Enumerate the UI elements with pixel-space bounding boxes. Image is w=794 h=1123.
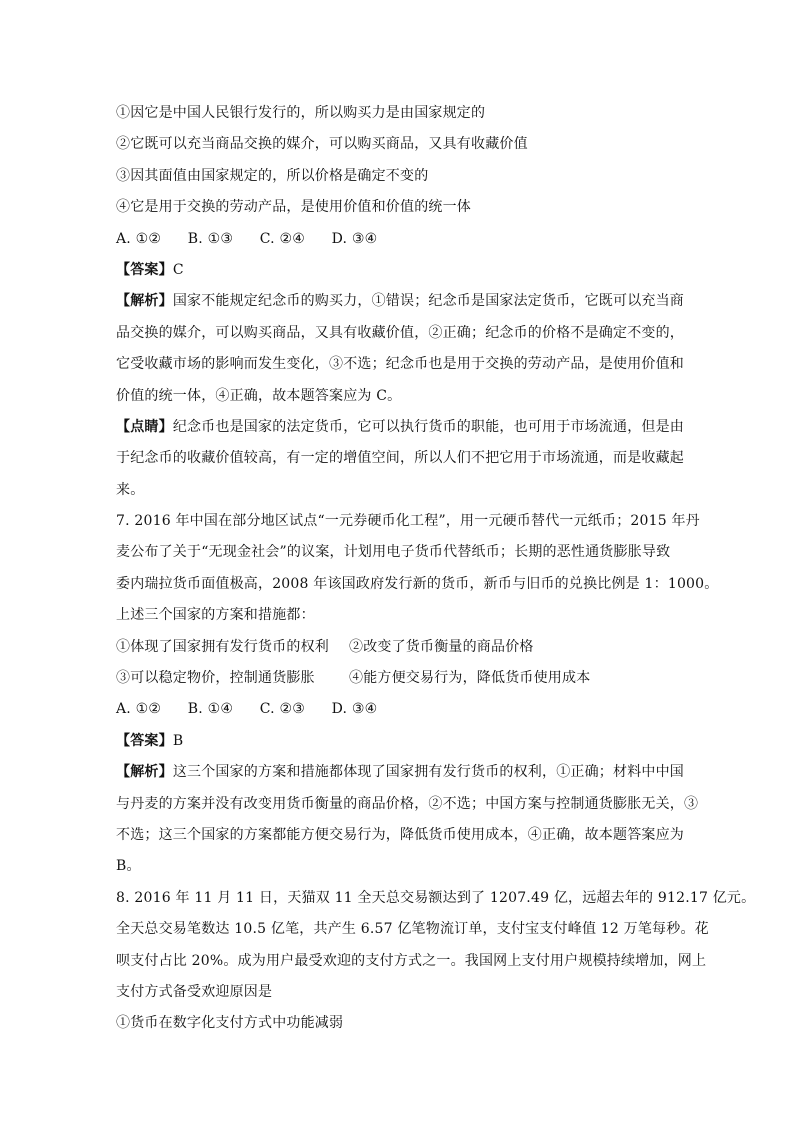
q7-option-3: ③可以稳定物价，控制通货膨胀 bbox=[116, 670, 315, 687]
q6-choice-d: D. ③④ bbox=[331, 230, 378, 247]
q6-analysis-line-4: 价值的统一体，④正确，故本题答案应为 C。 bbox=[116, 387, 402, 404]
q7-options-row-1 bbox=[116, 632, 691, 663]
q6-comment-line-3: 来。 bbox=[116, 481, 145, 498]
q7-choice-a: A. ①② bbox=[116, 701, 162, 718]
q7-stem-line-1: 7. 2016 年中国在部分地区试点“一元券硬币化工程”，用一元硬币替代一元纸币；2015 年丹 bbox=[116, 513, 700, 530]
q7-analysis-line-1 bbox=[116, 757, 691, 788]
q6-analysis-tag: 【解析】 bbox=[116, 293, 173, 310]
q7-analysis-line-2: 与丹麦的方案并没有改变用货币衡量的商品价格，②不选；中国方案与控制通货膨胀无关，③ bbox=[116, 795, 699, 812]
q7-stem-line-4: 上述三个国家的方案和措施都： bbox=[116, 607, 315, 624]
q6-analysis-line-2: 品交换的媒介，可以购买商品，又具有收藏价值，②正确；纪念币的价格不是确定不变的， bbox=[116, 324, 684, 341]
q8-stem-line-1: 8. 2016 年 11 月 11 日，天猫双 11 全天总交易额达到了 1207.49 亿，远超去年的 912.17 亿元。 bbox=[116, 889, 756, 906]
q6-answer bbox=[116, 255, 691, 286]
q7-answer-value: B bbox=[172, 732, 184, 749]
q6-analysis-line-3: 它受收藏市场的影响而发生变化，③不选；纪念币也是用于交换的劳动产品，是使用价值和 bbox=[116, 356, 684, 373]
q7-choice-c: C. ②③ bbox=[259, 701, 305, 718]
q7-choices bbox=[116, 694, 691, 725]
q6-answer-tag: 【答案】 bbox=[116, 261, 173, 278]
q7-analysis-line-4: B。 bbox=[116, 858, 141, 875]
q6-answer-value: C bbox=[172, 261, 184, 278]
q6-analysis-text-1: 国家不能规定纪念币的购买力，①错误；纪念币是国家法定货币，它既可以充当商 bbox=[172, 293, 685, 310]
q7-answer-tag: 【答案】 bbox=[116, 732, 173, 749]
q7-analysis-line-3: 不选；这三个国家的方案都能方便交易行为，降低货币使用成本，④正确，故本题答案应为 bbox=[116, 826, 684, 843]
q7-choice-d: D. ③④ bbox=[331, 701, 378, 718]
q7-option-2: ②改变了货币衡量的商品价格 bbox=[349, 638, 534, 655]
q8-stem-line-4: 支付方式备受欢迎原因是 bbox=[116, 983, 273, 1000]
q6-comment-line-2: 于纪念币的收藏价值较高，有一定的增值空间，所以人们不把它用于市场流通，而是收藏起 bbox=[116, 450, 684, 467]
q7-analysis-text-1: 这三个国家的方案和措施都体现了国家拥有发行货币的权利，①正确；材料中中国 bbox=[172, 764, 685, 781]
q6-choice-b: B. ①③ bbox=[187, 230, 234, 247]
q6-choice-c: C. ②④ bbox=[259, 230, 305, 247]
q7-choice-b: B. ①④ bbox=[187, 701, 234, 718]
q6-comment-tag: 【点睛】 bbox=[116, 418, 173, 435]
q7-option-4: ④能方便交易行为，降低货币使用成本 bbox=[349, 670, 591, 687]
q6-option-1: ①因它是中国人民银行发行的，所以购买力是由国家规定的 bbox=[116, 105, 486, 121]
q7-stem-line-3: 委内瑞拉货币面值极高，2008 年该国政府发行新的货币，新币与旧币的兑换比例是 1：1000。 bbox=[116, 575, 719, 592]
q7-answer bbox=[116, 726, 691, 757]
q7-stem-line-2: 麦公布了关于“无现金社会”的议案，计划用电子货币代替纸币；长期的恶性通货膨胀导致 bbox=[116, 544, 671, 561]
q6-option-2: ②它既可以充当商品交换的媒介，可以购买商品，又具有收藏价值 bbox=[116, 136, 528, 153]
q8-stem-line-2: 全天总交易笔数达 10.5 亿笔，共产生 6.57 亿笔物流订单，支付宝支付峰值 12 万笔每秒。花 bbox=[116, 921, 709, 938]
q7-option-1: ①体现了国家拥有发行货币的权利 bbox=[116, 638, 329, 655]
q6-comment-text-1: 纪念币也是国家的法定货币，它可以执行货币的职能，也可用于市场流通，但是由 bbox=[172, 418, 685, 435]
q8-option-1: ①货币在数字化支付方式中功能减弱 bbox=[116, 1015, 344, 1032]
q6-choices bbox=[116, 224, 691, 255]
q6-analysis-line-1 bbox=[116, 286, 691, 317]
q6-comment-line-1 bbox=[116, 412, 691, 443]
q8-stem-line-3: 呗支付占比 20%。成为用户最受欢迎的支付方式之一。我国网上支付用户规模持续增加，网上 bbox=[116, 952, 707, 969]
q6-option-3: ③因其面值由国家规定的，所以价格是确定不变的 bbox=[116, 167, 429, 184]
q7-analysis-tag: 【解析】 bbox=[116, 764, 173, 781]
q6-option-4: ④它是用于交换的劳动产品，是使用价值和价值的统一体 bbox=[116, 199, 471, 216]
q6-choice-a: A. ①② bbox=[116, 230, 162, 247]
document-body bbox=[116, 98, 756, 1040]
q7-options-row-2 bbox=[116, 663, 691, 694]
